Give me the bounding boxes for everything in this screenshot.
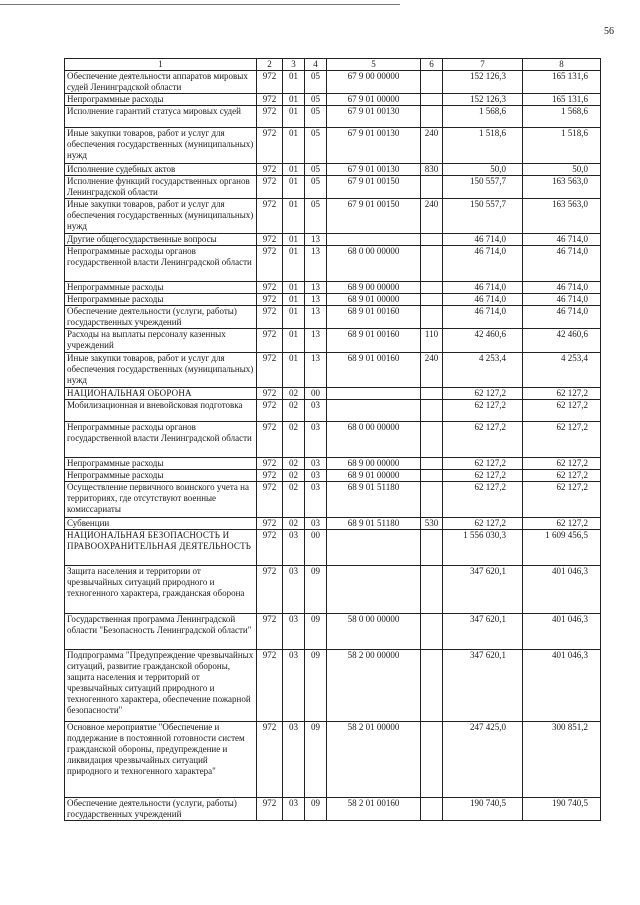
- row-name-cell: НАЦИОНАЛЬНАЯ ОБОРОНА: [65, 388, 257, 400]
- subsection-cell: 09: [305, 798, 327, 821]
- expense-type-cell: 240: [421, 128, 443, 164]
- subsection-cell: 03: [305, 470, 327, 482]
- ved-cell: 972: [257, 400, 283, 422]
- expense-type-cell: [421, 470, 443, 482]
- amount-year1-cell: 347 620,1: [443, 614, 523, 650]
- target-article-cell: 67 9 01 00150: [327, 176, 421, 199]
- row-name-cell: Иные закупки товаров, работ и услуг для обеспечения государственных (муниципальных) нужд: [65, 199, 257, 234]
- section-cell: 01: [283, 329, 305, 353]
- row-name-cell: Непрограммные расходы: [65, 94, 257, 106]
- expense-type-cell: [421, 294, 443, 306]
- amount-year2-cell: 50,0: [523, 164, 601, 176]
- subsection-cell: 13: [305, 246, 327, 282]
- table-row: [65, 94, 601, 106]
- amount-year2-cell: 163 563,0: [523, 199, 601, 234]
- amount-year1-cell: 46 714,0: [443, 294, 523, 306]
- target-article-cell: 68 9 01 00160: [327, 353, 421, 388]
- ved-cell: 972: [257, 329, 283, 353]
- expense-type-cell: [421, 246, 443, 282]
- target-article-cell: [327, 388, 421, 400]
- target-article-cell: 67 9 01 00130: [327, 164, 421, 176]
- row-name-cell: Осуществление первичного воинского учета на территориях, где отсутствуют военные комиссариаты: [65, 482, 257, 518]
- section-cell: 02: [283, 422, 305, 458]
- ved-cell: 972: [257, 353, 283, 388]
- table-row: [65, 458, 601, 470]
- ved-cell: 972: [257, 798, 283, 821]
- table-row: [65, 614, 601, 650]
- amount-year2-cell: 190 740,5: [523, 798, 601, 821]
- subsection-cell: 05: [305, 164, 327, 176]
- row-name-cell: Непрограммные расходы органов государственной власти Ленинградской области: [65, 422, 257, 458]
- row-name-cell: Исполнение гарантий статуса мировых судей: [65, 106, 257, 128]
- amount-year1-cell: 42 460,6: [443, 329, 523, 353]
- row-name-cell: Иные закупки товаров, работ и услуг для обеспечения государственных (муниципальных) нужд: [65, 353, 257, 388]
- row-name-cell: Обеспечение деятельности (услуги, работы) государственных учреждений: [65, 306, 257, 329]
- ved-cell: 972: [257, 176, 283, 199]
- section-cell: 02: [283, 458, 305, 470]
- subsection-cell: 00: [305, 388, 327, 400]
- expense-type-cell: [421, 176, 443, 199]
- amount-year2-cell: 62 127,2: [523, 470, 601, 482]
- amount-year1-cell: 46 714,0: [443, 282, 523, 294]
- column-number-header: [65, 59, 601, 71]
- ved-cell: 972: [257, 106, 283, 128]
- subsection-cell: 13: [305, 306, 327, 329]
- expense-type-cell: [421, 722, 443, 798]
- ved-cell: 972: [257, 388, 283, 400]
- section-cell: 02: [283, 470, 305, 482]
- target-article-cell: 68 9 01 00000: [327, 294, 421, 306]
- amount-year2-cell: 62 127,2: [523, 458, 601, 470]
- column-number: 2: [257, 59, 283, 71]
- column-number: 4: [305, 59, 327, 71]
- amount-year2-cell: 62 127,2: [523, 400, 601, 422]
- row-name-cell: Исполнение судебных актов: [65, 164, 257, 176]
- expense-type-cell: 110: [421, 329, 443, 353]
- section-cell: 03: [283, 530, 305, 566]
- amount-year1-cell: 247 425,0: [443, 722, 523, 798]
- amount-year1-cell: 62 127,2: [443, 400, 523, 422]
- section-cell: 01: [283, 306, 305, 329]
- amount-year2-cell: 46 714,0: [523, 234, 601, 246]
- expense-type-cell: [421, 234, 443, 246]
- amount-year1-cell: 190 740,5: [443, 798, 523, 821]
- ved-cell: 972: [257, 128, 283, 164]
- amount-year2-cell: 46 714,0: [523, 306, 601, 329]
- amount-year1-cell: 50,0: [443, 164, 523, 176]
- section-cell: 02: [283, 400, 305, 422]
- subsection-cell: 13: [305, 294, 327, 306]
- ved-cell: 972: [257, 71, 283, 94]
- row-name-cell: Другие общегосударственные вопросы: [65, 234, 257, 246]
- expense-type-cell: [421, 94, 443, 106]
- section-cell: 01: [283, 106, 305, 128]
- amount-year1-cell: 4 253,4: [443, 353, 523, 388]
- subsection-cell: 03: [305, 400, 327, 422]
- table-row: [65, 294, 601, 306]
- expense-type-cell: 530: [421, 518, 443, 530]
- amount-year2-cell: 401 046,3: [523, 650, 601, 722]
- amount-year1-cell: 1 556 030,3: [443, 530, 523, 566]
- target-article-cell: 68 9 01 51180: [327, 482, 421, 518]
- table-row: [65, 798, 601, 821]
- expense-type-cell: 830: [421, 164, 443, 176]
- target-article-cell: 68 9 00 00000: [327, 282, 421, 294]
- column-number: 6: [421, 59, 443, 71]
- target-article-cell: 67 9 01 00150: [327, 199, 421, 234]
- table-row: [65, 106, 601, 128]
- amount-year1-cell: 46 714,0: [443, 306, 523, 329]
- target-article-cell: 68 0 00 00000: [327, 422, 421, 458]
- row-name-cell: Защита населения и территории от чрезвычайных ситуаций природного и техногенного характера, гражданская оборона: [65, 566, 257, 614]
- subsection-cell: 09: [305, 650, 327, 722]
- ved-cell: 972: [257, 518, 283, 530]
- subsection-cell: 13: [305, 353, 327, 388]
- amount-year1-cell: 62 127,2: [443, 458, 523, 470]
- section-cell: 03: [283, 798, 305, 821]
- subsection-cell: 03: [305, 518, 327, 530]
- table-row: [65, 388, 601, 400]
- table-row: [65, 470, 601, 482]
- row-name-cell: Подпрограмма "Предупреждение чрезвычайных ситуаций, развитие гражданской обороны, защита населения и территорий от чрезвычайных ситуаций природного и техногенного характера, обеспечение пожарной безопасности": [65, 650, 257, 722]
- amount-year1-cell: 347 620,1: [443, 566, 523, 614]
- row-name-cell: Непрограммные расходы органов государственной власти Ленинградской области: [65, 246, 257, 282]
- ved-cell: 972: [257, 650, 283, 722]
- subsection-cell: 03: [305, 482, 327, 518]
- table-row: [65, 71, 601, 94]
- expense-type-cell: [421, 422, 443, 458]
- top-rule: [0, 4, 400, 5]
- section-cell: 03: [283, 722, 305, 798]
- row-name-cell: Непрограммные расходы: [65, 282, 257, 294]
- table-row: [65, 306, 601, 329]
- section-cell: 03: [283, 566, 305, 614]
- amount-year2-cell: 4 253,4: [523, 353, 601, 388]
- subsection-cell: 05: [305, 176, 327, 199]
- ved-cell: 972: [257, 199, 283, 234]
- amount-year1-cell: 62 127,2: [443, 482, 523, 518]
- amount-year1-cell: 150 557,7: [443, 176, 523, 199]
- section-cell: 03: [283, 650, 305, 722]
- table-row: [65, 422, 601, 458]
- amount-year2-cell: 46 714,0: [523, 246, 601, 282]
- target-article-cell: 58 2 01 00160: [327, 798, 421, 821]
- table-row: [65, 234, 601, 246]
- row-name-cell: Государственная программа Ленинградской области "Безопасность Ленинградской области": [65, 614, 257, 650]
- amount-year1-cell: 62 127,2: [443, 388, 523, 400]
- section-cell: 03: [283, 614, 305, 650]
- amount-year2-cell: 401 046,3: [523, 566, 601, 614]
- section-cell: 02: [283, 388, 305, 400]
- subsection-cell: 09: [305, 566, 327, 614]
- target-article-cell: 68 9 01 00000: [327, 470, 421, 482]
- target-article-cell: 58 2 00 00000: [327, 650, 421, 722]
- amount-year1-cell: 152 126,3: [443, 71, 523, 94]
- table-row: [65, 722, 601, 798]
- row-name-cell: Субвенции: [65, 518, 257, 530]
- ved-cell: 972: [257, 422, 283, 458]
- amount-year2-cell: 165 131,6: [523, 71, 601, 94]
- amount-year2-cell: 62 127,2: [523, 518, 601, 530]
- ved-cell: 972: [257, 306, 283, 329]
- section-cell: 01: [283, 199, 305, 234]
- amount-year2-cell: 62 127,2: [523, 482, 601, 518]
- expense-type-cell: [421, 400, 443, 422]
- expense-type-cell: [421, 388, 443, 400]
- section-cell: 02: [283, 482, 305, 518]
- expense-type-cell: [421, 530, 443, 566]
- row-name-cell: Исполнение функций государственных органов Ленинградской области: [65, 176, 257, 199]
- amount-year2-cell: 401 046,3: [523, 614, 601, 650]
- amount-year2-cell: 42 460,6: [523, 329, 601, 353]
- subsection-cell: 03: [305, 422, 327, 458]
- expense-type-cell: [421, 566, 443, 614]
- table-row: [65, 353, 601, 388]
- row-name-cell: Мобилизационная и вневойсковая подготовка: [65, 400, 257, 422]
- target-article-cell: 68 9 01 51180: [327, 518, 421, 530]
- ved-cell: 972: [257, 94, 283, 106]
- ved-cell: 972: [257, 530, 283, 566]
- ved-cell: 972: [257, 458, 283, 470]
- subsection-cell: 05: [305, 94, 327, 106]
- ved-cell: 972: [257, 566, 283, 614]
- row-name-cell: Непрограммные расходы: [65, 470, 257, 482]
- expense-type-cell: [421, 106, 443, 128]
- table-row: [65, 176, 601, 199]
- table-row: [65, 246, 601, 282]
- amount-year1-cell: 1 568,6: [443, 106, 523, 128]
- target-article-cell: 67 9 01 00130: [327, 106, 421, 128]
- subsection-cell: 05: [305, 71, 327, 94]
- column-number: 8: [523, 59, 601, 71]
- table-row: [65, 518, 601, 530]
- amount-year1-cell: 347 620,1: [443, 650, 523, 722]
- row-name-cell: Основное мероприятие "Обеспечение и поддержание в постоянной готовности систем гражданской обороны, предупреждение и ликвидация чрезвычайных ситуаций природного и техногенного характера": [65, 722, 257, 798]
- row-name-cell: Расходы на выплаты персоналу казенных учреждений: [65, 329, 257, 353]
- ved-cell: 972: [257, 294, 283, 306]
- section-cell: 01: [283, 176, 305, 199]
- amount-year2-cell: 1 518,6: [523, 128, 601, 164]
- target-article-cell: 67 9 00 00000: [327, 71, 421, 94]
- table-row: [65, 128, 601, 164]
- expense-type-cell: [421, 482, 443, 518]
- subsection-cell: 09: [305, 722, 327, 798]
- section-cell: 01: [283, 294, 305, 306]
- expense-type-cell: [421, 71, 443, 94]
- table-row: [65, 530, 601, 566]
- section-cell: 02: [283, 518, 305, 530]
- amount-year2-cell: 1 609 456,5: [523, 530, 601, 566]
- section-cell: 01: [283, 246, 305, 282]
- row-name-cell: Обеспечение деятельности аппаратов мировых судей Ленинградской области: [65, 71, 257, 94]
- target-article-cell: 58 0 00 00000: [327, 614, 421, 650]
- ved-cell: 972: [257, 246, 283, 282]
- expense-type-cell: [421, 650, 443, 722]
- row-name-cell: Непрограммные расходы: [65, 294, 257, 306]
- row-name-cell: Непрограммные расходы: [65, 458, 257, 470]
- target-article-cell: 68 9 01 00160: [327, 306, 421, 329]
- amount-year2-cell: 46 714,0: [523, 282, 601, 294]
- row-name-cell: НАЦИОНАЛЬНАЯ БЕЗОПАСНОСТЬ И ПРАВООХРАНИТЕЛЬНАЯ ДЕЯТЕЛЬНОСТЬ: [65, 530, 257, 566]
- subsection-cell: 05: [305, 106, 327, 128]
- subsection-cell: 13: [305, 329, 327, 353]
- amount-year1-cell: 150 557,7: [443, 199, 523, 234]
- section-cell: 01: [283, 94, 305, 106]
- target-article-cell: 58 2 01 00000: [327, 722, 421, 798]
- subsection-cell: 05: [305, 199, 327, 234]
- target-article-cell: [327, 400, 421, 422]
- ved-cell: 972: [257, 470, 283, 482]
- expense-type-cell: 240: [421, 353, 443, 388]
- amount-year1-cell: 46 714,0: [443, 246, 523, 282]
- table-row: [65, 650, 601, 722]
- expense-type-cell: [421, 458, 443, 470]
- section-cell: 01: [283, 164, 305, 176]
- amount-year2-cell: 165 131,6: [523, 94, 601, 106]
- row-name-cell: Обеспечение деятельности (услуги, работы) государственных учреждений: [65, 798, 257, 821]
- amount-year2-cell: 300 851,2: [523, 722, 601, 798]
- target-article-cell: 68 9 01 00160: [327, 329, 421, 353]
- subsection-cell: 09: [305, 614, 327, 650]
- section-cell: 01: [283, 353, 305, 388]
- amount-year1-cell: 62 127,2: [443, 470, 523, 482]
- expense-type-cell: [421, 798, 443, 821]
- table-row: [65, 566, 601, 614]
- target-article-cell: 67 9 01 00000: [327, 94, 421, 106]
- ved-cell: 972: [257, 482, 283, 518]
- target-article-cell: [327, 566, 421, 614]
- subsection-cell: 13: [305, 234, 327, 246]
- budget-table: [64, 58, 601, 821]
- table-row: [65, 329, 601, 353]
- column-number: 5: [327, 59, 421, 71]
- subsection-cell: 03: [305, 458, 327, 470]
- amount-year1-cell: 1 518,6: [443, 128, 523, 164]
- amount-year2-cell: 46 714,0: [523, 294, 601, 306]
- target-article-cell: [327, 530, 421, 566]
- ved-cell: 972: [257, 234, 283, 246]
- table-row: [65, 282, 601, 294]
- amount-year1-cell: 62 127,2: [443, 518, 523, 530]
- amount-year2-cell: 163 563,0: [523, 176, 601, 199]
- amount-year2-cell: 62 127,2: [523, 422, 601, 458]
- section-cell: 01: [283, 128, 305, 164]
- subsection-cell: 05: [305, 128, 327, 164]
- column-number: 1: [65, 59, 257, 71]
- amount-year1-cell: 46 714,0: [443, 234, 523, 246]
- target-article-cell: [327, 234, 421, 246]
- table-row: [65, 482, 601, 518]
- ved-cell: 972: [257, 282, 283, 294]
- ved-cell: 972: [257, 614, 283, 650]
- target-article-cell: 67 9 01 00130: [327, 128, 421, 164]
- amount-year2-cell: 1 568,6: [523, 106, 601, 128]
- expense-type-cell: [421, 614, 443, 650]
- table-row: [65, 164, 601, 176]
- page-number: 56: [604, 26, 614, 37]
- amount-year1-cell: 62 127,2: [443, 422, 523, 458]
- ved-cell: 972: [257, 164, 283, 176]
- amount-year2-cell: 62 127,2: [523, 388, 601, 400]
- ved-cell: 972: [257, 722, 283, 798]
- expense-type-cell: [421, 282, 443, 294]
- target-article-cell: 68 9 00 00000: [327, 458, 421, 470]
- subsection-cell: 13: [305, 282, 327, 294]
- expense-type-cell: [421, 306, 443, 329]
- column-number: 3: [283, 59, 305, 71]
- table-row: [65, 400, 601, 422]
- column-number: 7: [443, 59, 523, 71]
- row-name-cell: Иные закупки товаров, работ и услуг для обеспечения государственных (муниципальных) нужд: [65, 128, 257, 164]
- expense-type-cell: 240: [421, 199, 443, 234]
- target-article-cell: 68 0 00 00000: [327, 246, 421, 282]
- section-cell: 01: [283, 282, 305, 294]
- section-cell: 01: [283, 234, 305, 246]
- table-row: [65, 199, 601, 234]
- subsection-cell: 00: [305, 530, 327, 566]
- section-cell: 01: [283, 71, 305, 94]
- amount-year1-cell: 152 126,3: [443, 94, 523, 106]
